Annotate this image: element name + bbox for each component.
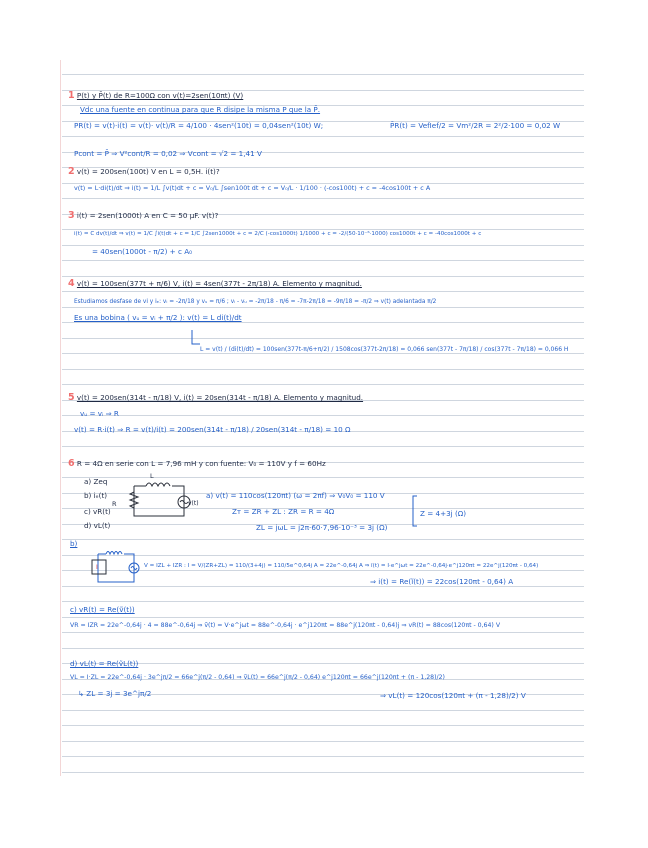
ruled-line [62,617,584,618]
ruled-line [62,384,584,385]
problem-4 [68,278,362,290]
problem-number: 1 [68,90,75,101]
ruled-line [62,663,584,664]
ruled-line [62,415,584,416]
formula-line: a) v(t) = 110cos(120πt) (ω = 2πf) ⇒ V₀V₀ = 110 V [206,491,385,500]
subquestion-a: a) Zeq [84,477,108,486]
ruled-line [62,772,584,773]
resistor-label: R [112,500,117,508]
formula-line: Estudiamos desfase de vi y iₑ: vᵢ = -2π/18 y vᵤ = π/6 ; vᵢ - vᵤ = -2π/18 - π/6 = -7π-2π/18 = -9π/18 = -π/2 ⇒ v(t) adelantada π/2 [74,299,437,305]
ruled-line [62,756,584,757]
current-label: I [96,564,98,571]
problem-note: Vdc una fuente en continua para que R disipe la misma P que la P̄. [80,105,321,114]
formula-line: v(t) = R·i(t) ⇒ R = v(t)/i(t) = 200sen(314t - π/18) / 20sen(314t - π/18) = 10 Ω [74,425,351,434]
problem-6 [68,458,326,470]
formula-line: VL = I·ZL = 22e^-0,64j · 3e^jπ/2 = 66e^j(π/2 - 0,64) ⇒ ṽL(t) = 66e^j(π/2 - 0,64) e^j120πt = 66e^j(120πt + (π - 1,28)/2) [70,674,445,681]
formula-line: Z = 4+3j (Ω) [420,509,467,518]
ruled-line [62,260,584,261]
ruled-line [62,136,584,137]
ruled-line [62,601,584,602]
source-label: v(t) [188,500,199,507]
formula-line: P̄R(t) = VefIef/2 = Vm²/2R = 2²/2·100 = 0,02 W [390,121,561,130]
ruled-line [62,338,584,339]
problem-2 [68,166,220,178]
problem-number: 3 [68,210,75,221]
problem-number: 6 [68,458,75,469]
problem-statement: R = 4Ω en serie con L = 7,96 mH y con fuente: V₀ = 110V y f = 60Hz [76,459,326,468]
formula-line: VR = IZR = 22e^-0,64j · 4 = 88e^-0,64j ⇒ ṽ(t) = V·e^jωt = 88e^-0,64j · e^j120πt = 88e^j(120πt - 0,64)j ⇒ vR(t) = 88cos(120πt - 0,64) V [70,622,501,629]
ruled-line [62,446,584,447]
page-margin-line [60,60,61,776]
arrow-icon [190,330,202,348]
problem-number: 5 [68,392,75,403]
formula-line: i(t) = C dv(t)/dt ⇒ v(t) = 1/C ∫i(t)dt + c = 1/C ∫2sen1000t + c = 2/C (-cos1000t) 1/1000 + c = -2/(50·10⁻⁶·1000) cos1000t + c = -40cos1000t + c [74,231,482,237]
circuit-diagram [124,478,194,524]
ruled-line [62,74,584,75]
formula-line: PR(t) = v(t)·i(t) = v(t)· v(t)/R = 4/100 · 4sen²(10t) = 0,04sen²(10t) W; [74,121,324,130]
ruled-line [62,741,584,742]
formula-line: ⇒ i(t) = Re(ĩ(t)) = 22cos(120πt - 0,64) A [370,577,514,586]
problem-statement: i(t) = 2sen(1000t) A en C = 50 µF. v(t)? [76,211,219,220]
ruled-line [62,725,584,726]
ruled-line [62,369,584,370]
formula-line: ↳ ZL = 3j = 3e^jπ/2 [78,689,152,698]
problem-statement: v(t) = 100sen(377t + π/6) V, i(t) = 4sen(377t - 2π/18) A. Elemento y magnitud. [76,279,362,288]
ruled-line [62,539,584,540]
inductor-coil [146,483,170,486]
formula-line: vᵤ = vᵢ ⇒ R [80,409,119,418]
formula-line: Pcont = P̄ ⇒ V²cont/R = 0,02 ⇒ Vcont = √2 = 1,41 V [74,149,262,158]
subquestion-b: b) iₑ(t) [84,491,108,500]
formula-line: ⇒ vL(t) = 120cos(120πt + (π - 1,28)/2) V [380,691,526,700]
problem-1 [68,90,243,102]
inductor-label: L [150,472,154,480]
brace-icon [412,496,418,526]
ruled-line [62,276,584,277]
formula-line: v(t) = L·di(t)/dt ⇒ i(t) = 1/L ∫v(t)dt + c = V₀/L ∫sen100t dt + c = V₀/L · 1/100 · (-cos100t) + c = -4cos100t + c A [74,184,431,192]
problem-number: 2 [68,166,75,177]
formula-line: L = v(t) / (di(t)/dt) = 100sen(377t-π/6+π/2) / 1508cos(377t-2π/18) = 0,066 sen(377t - 7π/18) / cos(377t - 7π/18) = 0,066 H [200,346,569,353]
subquestion-c: c) vR(t) [84,507,111,516]
ruled-line [62,632,584,633]
ruled-line [62,198,584,199]
ruled-line [62,555,584,556]
subsection-b: b) [70,539,78,548]
problem-statement: v(t) = 200sen(314t - π/18) V, i(t) = 20sen(314t - π/18) A. Elemento y magnitud. [76,393,364,402]
ruled-line [62,648,584,649]
ruled-line [62,291,584,292]
problem-statement: P(t) y P̄(t) de R=100Ω con v(t)=2sen(10πt) (V) [76,91,244,100]
formula-line: Zт = ZR + ZL : ZR = R = 4Ω [232,507,335,516]
ruled-line [62,710,584,711]
problem-number: 4 [68,278,75,289]
problem-statement: v(t) = 200sen(100t) V en L = 0,5H. i(t)? [76,167,220,176]
formula-line: Es una bobina ( vᵤ = vᵢ + π/2 ): v(t) = L di(t)/dt [74,313,242,322]
formula-line: = 40sen(1000t - π/2) + c A₀ [92,247,193,256]
problem-3 [68,210,218,222]
inductor-coil [106,552,122,555]
subquestion-d: d) vL(t) [84,521,111,530]
formula-line: ZL = jωL = j2π·60·7,96·10⁻³ = 3j (Ω) [256,523,388,532]
formula-line: V = IZL + IZR : I = V/(ZR+ZL) = 110/(3+4j) = 110/5e^0,64j A = 22e^-0,64j A ⇒ ĩ(t) = I·e^jωt = 22e^-0,64j·e^j120πt = 22e^j(120πt - 0,64) [144,563,539,569]
problem-5 [68,392,363,404]
subsection-d: d) vL(t) = Re(ṽL(t)) [70,659,139,668]
subsection-c: c) vR(t) = Re(ṽ(t)) [70,605,135,614]
